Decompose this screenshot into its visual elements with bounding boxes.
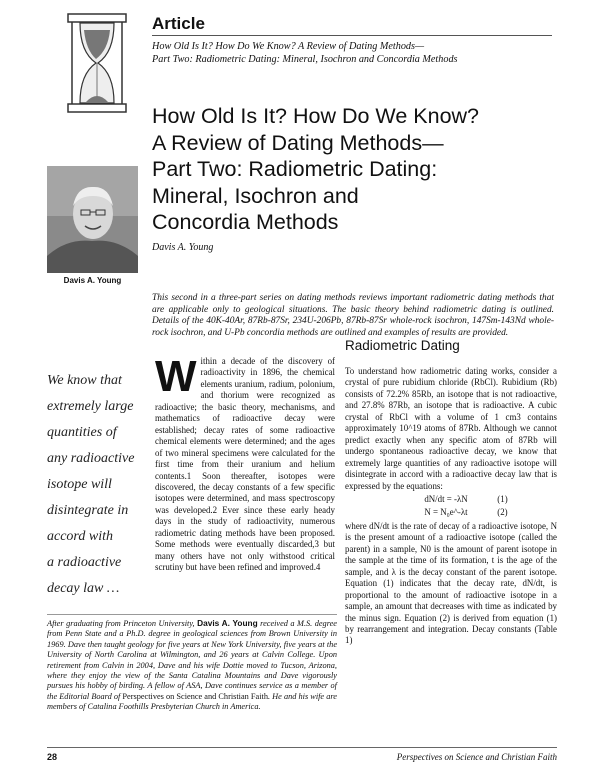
author-bio bbox=[47, 618, 337, 713]
title-line-2: A Review of Dating Methods— bbox=[152, 130, 444, 155]
running-title-line-2: Part Two: Radiometric Dating: Mineral, Isochron and Concordia Methods bbox=[152, 54, 458, 65]
hourglass-icon bbox=[62, 12, 132, 114]
equation-1-body: dN/dt = -λN bbox=[424, 493, 468, 504]
pull-quote-line: disintegrate in bbox=[47, 503, 129, 518]
intro-paragraph bbox=[155, 352, 335, 574]
article-title bbox=[152, 103, 562, 236]
footer-rule bbox=[47, 747, 557, 748]
title-line-1: How Old Is It? How Do We Know? bbox=[152, 104, 480, 128]
equation-2-number: (2) bbox=[497, 507, 508, 518]
pull-quote-line: isotope will bbox=[47, 477, 112, 492]
running-title bbox=[152, 40, 572, 66]
abstract: This second in a three-part series on dating methods reviews important radiometric dating methods that are applicable only to geological situations. The basic theory behind radiometric dating is outlined. Details of the 40K-40Ar, 87Rb-87Sr, 234U-206Pb, 87Rb-87Sr whole-rock isochron, 147Sm-143Nd whole-rock isochron, and U-Pb concordia methods are outlined and examples of results are provided. bbox=[152, 293, 554, 338]
bio-author-name: Davis A. Young bbox=[197, 618, 258, 628]
paragraph: where dN/dt is the rate of decay of a radioactive isotope, N is the present amount of a radioactive isotope (called the parent) in a sample, N0 is the amount of parent isotope in the sample at the time of its formation, t is the age of the sample, and λ is the decay constant of the parent isotope. Equation (1) indicates that the decay rate, dN/dt, is proportional to the amount of radioactive isotope in a sample, an amount that decreases with time as indicated by the minus sign. Equation (2) is derived from equation (1) by rearrangement and integration. Decay constants (Table 1) bbox=[345, 520, 557, 646]
bio-divider bbox=[47, 614, 337, 615]
header-rule bbox=[152, 35, 552, 36]
equation-1-number: (1) bbox=[497, 493, 508, 504]
author-photo bbox=[47, 166, 138, 273]
pull-quote-line: decay law … bbox=[47, 581, 120, 596]
pull-quote-line: a radioactive bbox=[47, 555, 122, 570]
section-heading: Radiometric Dating bbox=[345, 338, 460, 353]
equation-1 bbox=[345, 494, 557, 505]
title-line-4: Mineral, Isochron and bbox=[152, 183, 359, 208]
bio-text: . He and his wife are members of Catalina Foothills Presbyterian Church in America. bbox=[47, 691, 337, 712]
bio-text: After graduating from Princeton University, bbox=[47, 619, 198, 628]
pull-quote-line: quantities of bbox=[47, 425, 117, 440]
pull-quote-line: accord with bbox=[47, 529, 113, 544]
equation-2-body: N = N₀e^-λt bbox=[424, 507, 468, 518]
body-column-1 bbox=[155, 352, 335, 574]
pull-quote bbox=[47, 368, 147, 602]
pull-quote-line: any radioactive bbox=[47, 451, 135, 466]
bio-journal-name: Perspectives on Science and Christian Faith bbox=[122, 691, 268, 701]
drop-cap: W bbox=[155, 352, 197, 401]
title-line-3: Part Two: Radiometric Dating: bbox=[152, 157, 438, 181]
section-label: Article bbox=[152, 14, 205, 33]
bio-text: received a M.S. degree from Penn State and a Ph.D. degree in geological sciences from Brown University in 1969. Dave then taught geology for five years at New York University, five years at the University of North Carolina at Wilmington, and 26 years at Calvin College. Upon retirement from Calvin in 2004, Dave and his wife Dottie moved to Tucson, Arizona, where they enjoy the view of the Santa Catalina Mountains and Dave vigorously pursues his hobby of birding. A fellow of ASA, Dave continues service as a member of the Editorial Board of bbox=[47, 619, 337, 701]
author-byline: Davis A. Young bbox=[152, 242, 214, 253]
pull-quote-line: We know that bbox=[47, 373, 122, 388]
pull-quote-line: extremely large bbox=[47, 399, 134, 414]
equation-2 bbox=[345, 507, 557, 518]
paragraph: To understand how radiometric dating works, consider a crystal of pure rubidium chloride (RbCl). Rubidium (Rb) consists of 72.2% 85Rb, an isotope that is not radioactive, and 27.8% 87Rb, an isotope that is radioactive. A cubic crystal of RbCl with a volume of 1 cm3 contains approximately 10^19 atoms of 87Rb. Although we cannot predict exactly when any specific atom of 87Rb will undergo spontaneous radioactive decay, we know that extremely large quantities of any radioactive isotope will disintegrate in accord with a radioactive decay law that is expressed by the equations: bbox=[345, 366, 557, 491]
journal-name: Perspectives on Science and Christian Faith bbox=[396, 752, 557, 762]
body-column-2 bbox=[345, 366, 557, 647]
photo-caption: Davis A. Young bbox=[63, 276, 122, 285]
title-line-5: Concordia Methods bbox=[152, 210, 339, 234]
page-number: 28 bbox=[47, 752, 58, 762]
running-title-line-1: How Old Is It? How Do We Know? A Review of Dating Methods— bbox=[152, 41, 425, 52]
intro-text: ithin a decade of the discovery of radioactivity in 1896, the chemical elements uranium, radium, polonium, and thorium were recognized as radioactive; the basic theory, mechanisms, and mathematics of radioactive decay were established; decay rates of some radioactive chemical elements were determined; and the ages of two mineral specimens were calculated for the first time from their uranium and helium contents.1 Soon thereafter, isotopes were discovered, the decay constants of a few specific isotopes were determined, and mass spectroscopy was developed.2 Ever since these early heady days in the study of radioactivity, numerous radiometric dating methods have been proposed. Some methods were eventually discarded,3 but many others have not only withstood critical scrutiny but have been refined and improved.4 bbox=[155, 356, 335, 573]
